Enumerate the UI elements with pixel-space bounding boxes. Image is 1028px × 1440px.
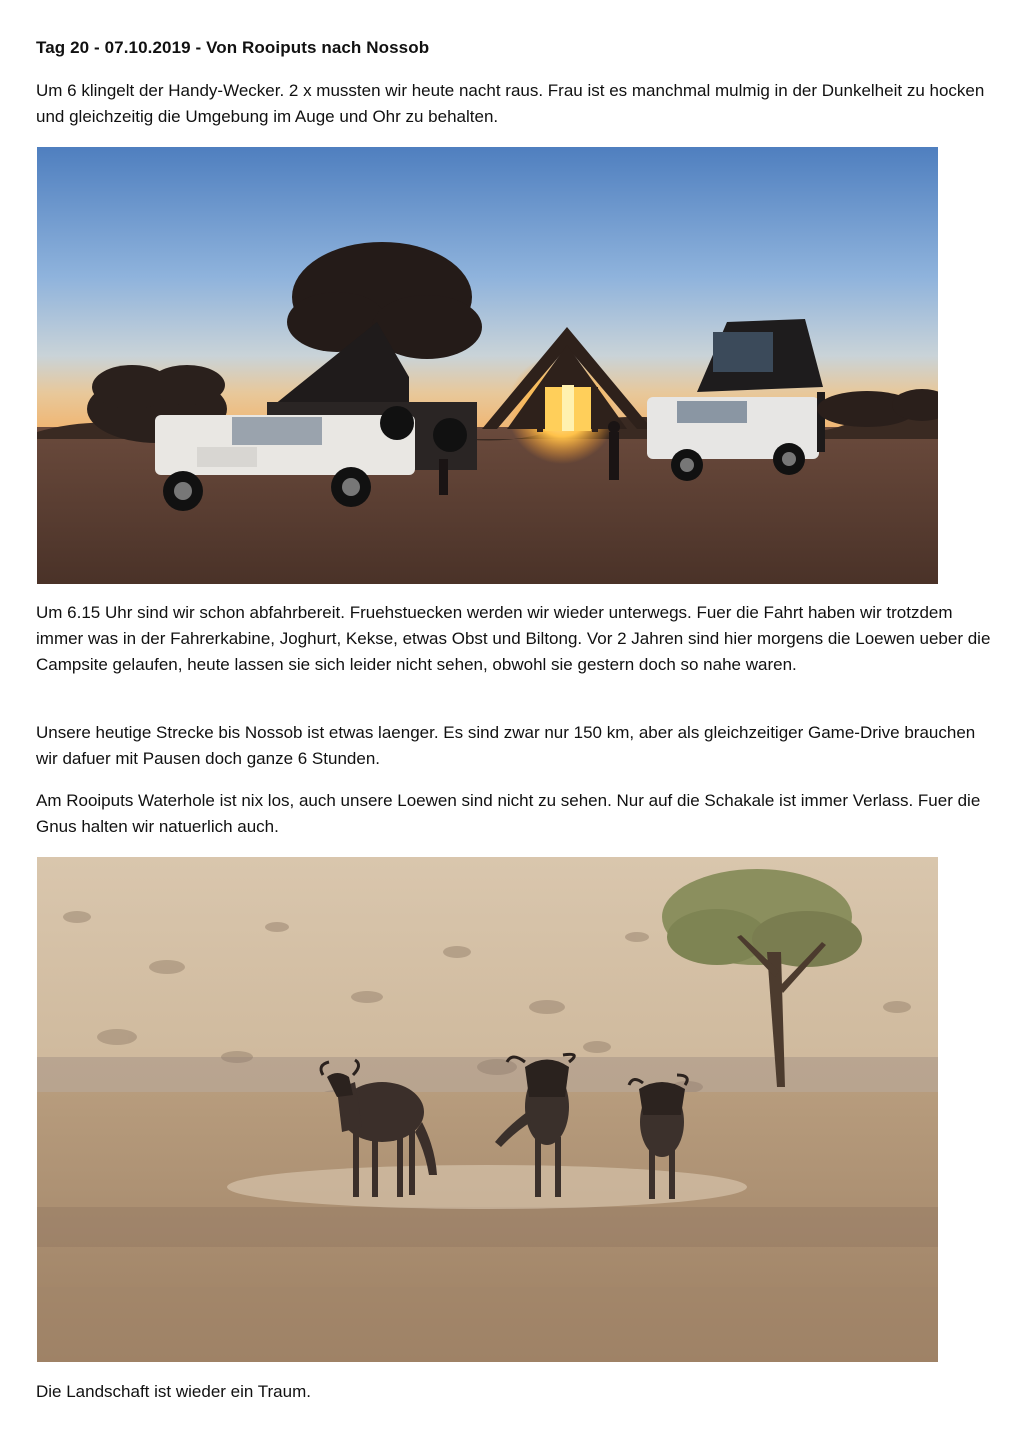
paragraph-waterhole: Am Rooiputs Waterhole ist nix los, auch unsere Loewen sind nicht zu sehen. Nur auf die Schakale ist immer Verlass. Fuer die Gnus halten wir natuerlich auch. — [36, 791, 981, 836]
wildebeest-image — [37, 857, 938, 1362]
wildebeest-photo — [37, 857, 938, 1362]
paragraph-route: Unsere heutige Strecke bis Nossob ist etwas laenger. Es sind zwar nur 150 km, aber als gleichzeitiger Game-Drive brauchen wir dafuer mit Pausen doch ganze 6 Stunden. — [36, 723, 976, 768]
paragraph-landscape: Die Landschaft ist wieder ein Traum. — [36, 1382, 311, 1401]
paragraph-departure: Um 6.15 Uhr sind wir schon abfahrbereit. Fruehstuecken werden wir wieder unterwegs. Fuer die Fahrt haben wir trotzdem immer was in der Fahrerkabine, Joghurt, Kekse, etwas Obst und Biltong. Vor 2 Jahren sind hier morgens die Loewen ueber die Campsite gelaufen, heute lassen sie sich leider nicht sehen, obwohl sie gestern doch so nahe waren. — [36, 603, 991, 674]
campsite-sunrise-image — [37, 147, 938, 584]
paragraph-intro: Um 6 klingelt der Handy-Wecker. 2 x mussten wir heute nacht raus. Frau ist es manchmal mulmig in der Dunkelheit zu hocken und gleichzeitig die Umgebung im Auge und Ohr zu behalten. — [36, 81, 985, 126]
page-title: Tag 20 - 07.10.2019 - Von Rooiputs nach Nossob — [36, 38, 430, 57]
campsite-sunrise-photo — [37, 147, 938, 584]
